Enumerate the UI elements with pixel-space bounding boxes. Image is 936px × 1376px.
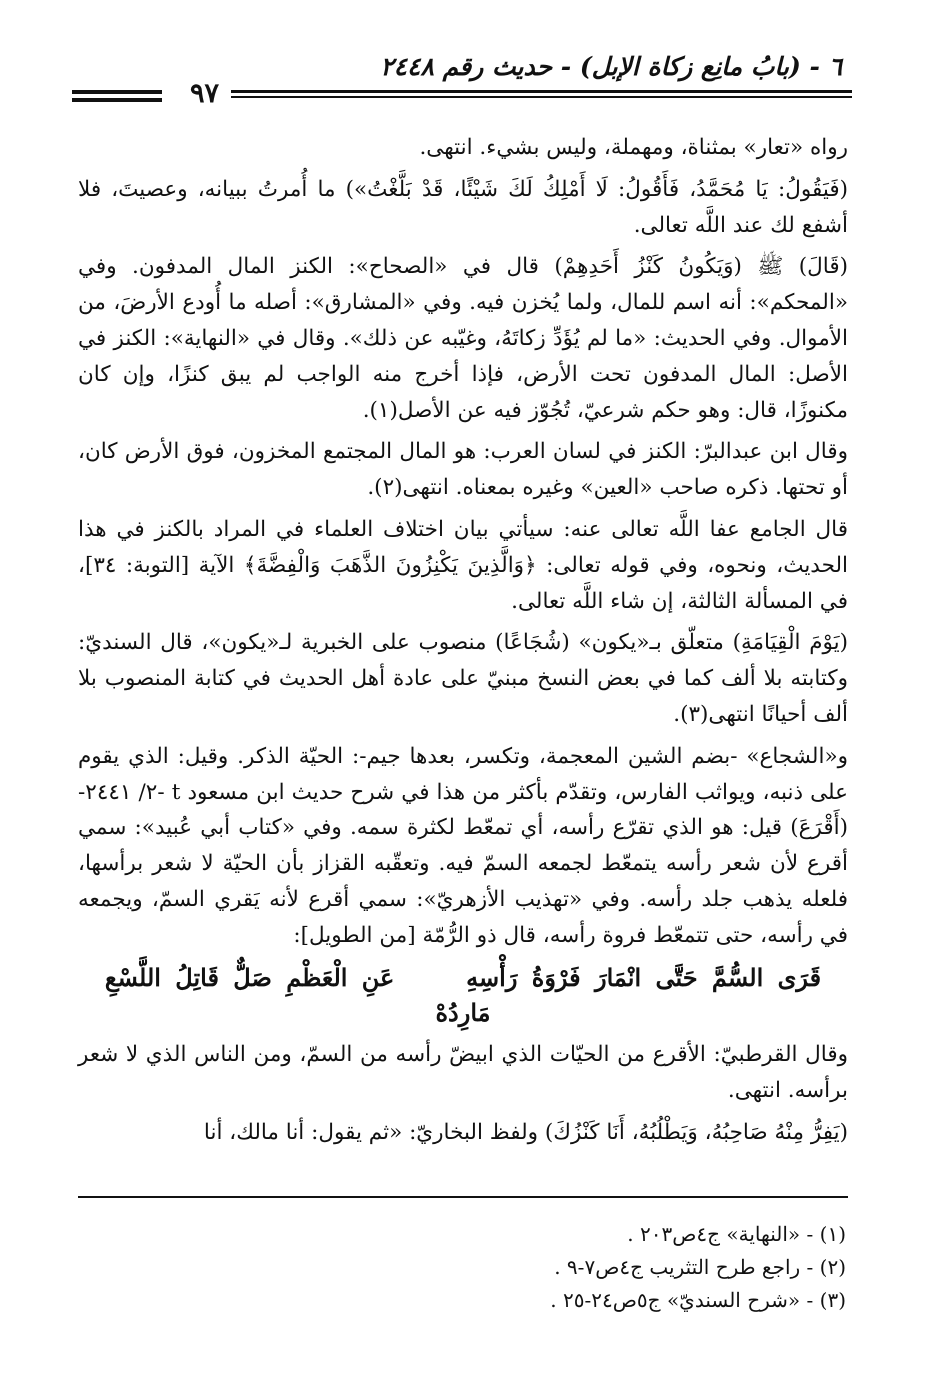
- footnotes: [146, 1218, 846, 1317]
- chapter-title: ٦ - (بابُ مانِع زكاة الإبل) - حديث رقم ٢٤٤٨: [380, 52, 842, 81]
- footnote: (٣) - «شرح السنديّ» ج٥ص٢٤-٢٥ .: [550, 1288, 846, 1312]
- paragraph: رواه «تعار» بمثناة، ومهملة، وليس بشيء. انتهى.: [419, 135, 848, 160]
- paragraph: (فَيَقُولُ: يَا مُحَمَّدُ، فَأَقُولُ: لَا أَمْلِكُ لَكَ شَيْئًا، قَدْ بَلَّغْتُ») ما أُمرتُ ببيانه، وعصيتَ، فلا أشفع لك عند اللَّه تعالى.: [78, 176, 848, 238]
- page-header: [72, 52, 852, 112]
- poetry-verse: [78, 960, 848, 1032]
- paragraph: و«الشجاع» -بضم الشين المعجمة، وتكسر، بعدها جيم-: الحيّة الذكر. وقيل: الذي يقوم على ذنبه، ويواثب الفارس، وتقدّم بأكثر من هذا في شرح حديث ابن مسعود t -٢/ ٢٤٤١- (أَقْرَعَ) قيل: هو الذي تقرّع رأسه، أي تمعّط لكثرة سمه. وفي «كتاب أبي عُبيد»: سمي أقرع لأن شعر رأسه يتمعّط لجمعه السمّ فيه. وتعقّبه القزاز بأن الحيّة لا شعر برأسها، فلعله يذهب جلد رأسه. وفي «تهذيب الأزهريّ»: سمي أقرع لأنه يَقري السمّ، ويجمعه في رأسه، حتى تتمعّط فروة رأسه، قال ذو الرُّمّة [من الطويل]:: [78, 743, 849, 948]
- footnote: (١) - «النهاية» ج٤ص٢٠٣ .: [627, 1222, 846, 1246]
- paragraph: قال الجامع عفا اللَّه تعالى عنه: سيأتي بيان اختلاف العلماء في المراد بالكنز في هذا الحديث، ونحوه، وفي قوله تعالى: ﴿وَالَّذِينَ يَكْنِزُونَ الذَّهَبَ وَالْفِضَّةَ﴾ الآية [التوبة: ٣٤]، في المسألة الثالثة، إن شاء اللَّه تعالى.: [78, 516, 848, 614]
- footnote-separator: [78, 1196, 848, 1198]
- header-rule: [230, 90, 852, 93]
- header-rule-second: [230, 96, 852, 98]
- header-rule-left: [72, 90, 162, 94]
- paragraph: وقال ابن عبدالبرّ: الكنز في لسان العرب: هو المال المجتمع المخزون، فوق الأرض كان، أو تحتها. ذكره صاحب «العين» وغيره بمعناه. انتهى(٢).: [78, 439, 848, 501]
- verse-second-hemistich: عَنِ الْعَظْمِ صَلٌّ قَاتِلُ اللَّسْعِ مَارِدُهْ: [104, 962, 491, 1028]
- main-text: [78, 130, 848, 1157]
- paragraph: (يَفِرُّ مِنْهُ صَاحِبُهُ، وَيَطْلُبُهُ، أَنَا كَنْزُكَ) ولفظ البخاريّ: «ثم يقول: أنا مالك، أنا: [203, 1119, 848, 1145]
- paragraph: وقال القرطبيّ: الأقرع من الحيّات الذي ابيضّ رأسه من السمّ، ومن الناس الذي لا شعر برأسه. انتهى.: [78, 1042, 848, 1103]
- paragraph: (يَوْمَ الْقِيَامَةِ) متعلّق بـ«يكون» (شُجَاعًا) منصوب على الخبرية لـ«يكون»، قال السنديّ: وكتابته بلا ألف كما في بعض النسخ مبنيّ على عادة أهل الحديث في كتابة المنصوب بلا ألف أحيانًا انتهى(٣).: [78, 630, 848, 727]
- header-rule-left-second: [72, 98, 162, 102]
- paragraph: (قَالَ) ﷺ (وَيَكُونُ كَنْزُ أَحَدِهِمْ) قال في «الصحاح»: الكنز المال المدفون. وفي «المحكم»: أنه اسم للمال، ولما يُخزن فيه. وفي «المشارق»: أصله ما أُودع الأرضَ، من الأموال. وفي الحديث: «ما لم يُؤَدِّ زكاتَهُ، وغيّبه عن ذلك». وقال في «النهاية»: الكنز في الأصل: المال المدفون تحت الأرض، فإذا أخرج منه الواجب لم يبق كنزًا، وإن كان مكنوزًا، قال: وهو حكم شرعيّ، تُجُوّز فيه عن الأصل(١).: [78, 254, 848, 423]
- verse-first-hemistich: قَرَى السُّمَّ حَتَّى انْمَارَ فَرْوَةُ رَأْسِهِ: [466, 962, 822, 992]
- page-number: ٩٧: [178, 78, 231, 109]
- footnote: (٢) - راجع طرح التثريب ج٤ص٧-٩ .: [554, 1255, 846, 1279]
